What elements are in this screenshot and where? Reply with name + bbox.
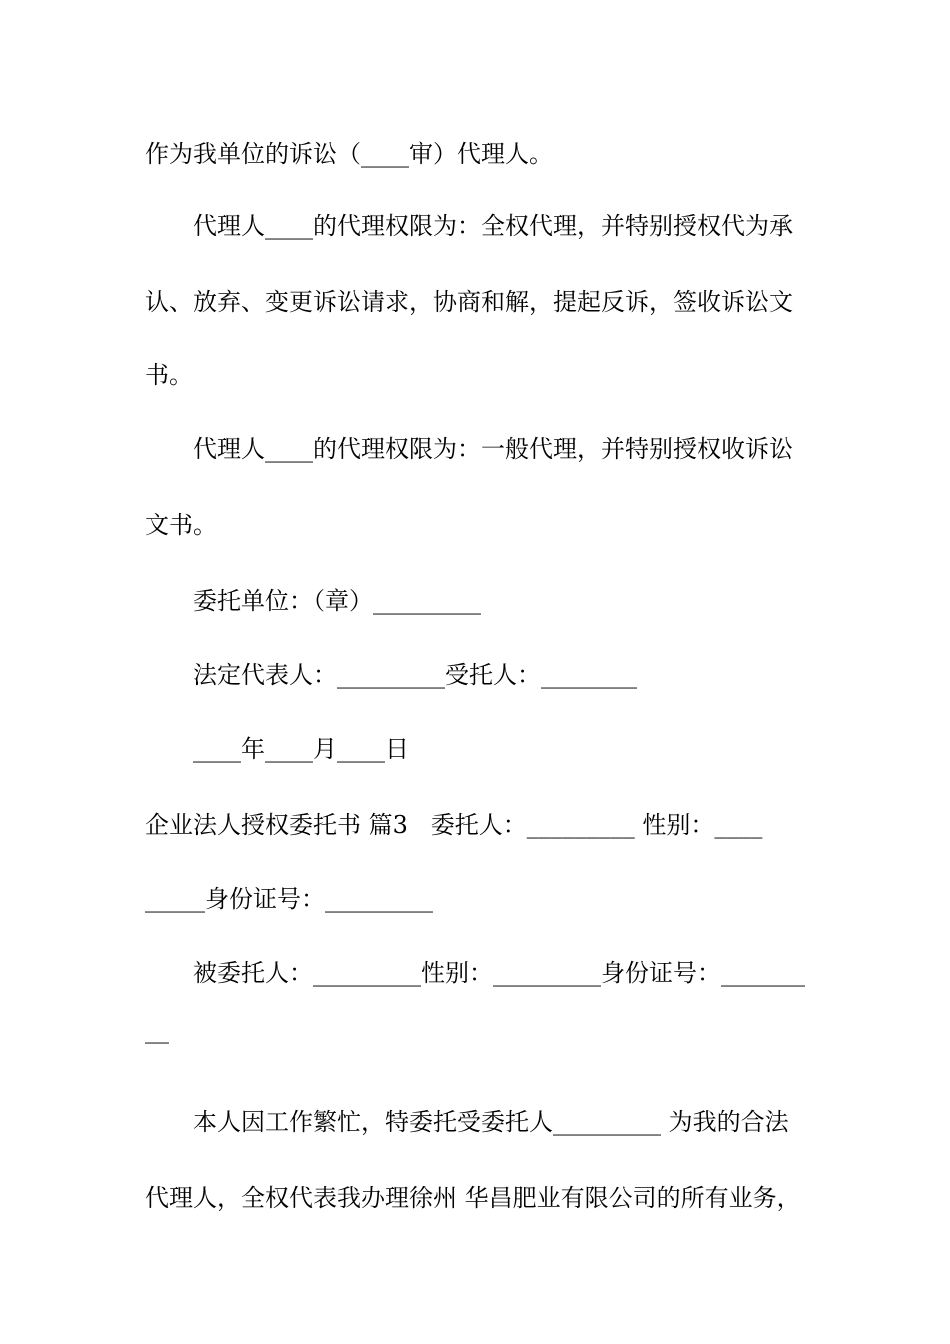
text-line: ____年____月____日 [193, 735, 409, 763]
text-line: 代理人，全权代表我办理徐州 华昌肥业有限公司的所有业务， [145, 1184, 801, 1212]
text-line: 本人因工作繁忙，特委托受委托人_________ 为我的合法 [193, 1108, 789, 1136]
text-line: 法定代表人：_________受托人：________ [193, 661, 637, 689]
text-line: _____身份证号：_________ [145, 885, 433, 913]
text-line: __ [145, 1016, 169, 1044]
text-line: 书。 [145, 361, 193, 389]
text-line: 认、放弃、变更诉讼请求，协商和解，提起反诉，签收诉讼文 [145, 288, 793, 316]
text-line: 代理人____的代理权限为：一般代理，并特别授权收诉讼 [193, 435, 793, 463]
text-line: 委托单位：（章）_________ [193, 587, 481, 615]
text-line: 代理人____的代理权限为：全权代理，并特别授权代为承 [193, 212, 793, 240]
text-line: 作为我单位的诉讼（____审）代理人。 [145, 140, 553, 168]
text-line: 文书。 [145, 511, 217, 539]
heading-line: 企业法人授权委托书 篇3 委托人：_________ 性别：____ [145, 811, 763, 839]
text-line: 被委托人：_________性别：_________身份证号：_______ [193, 959, 805, 987]
